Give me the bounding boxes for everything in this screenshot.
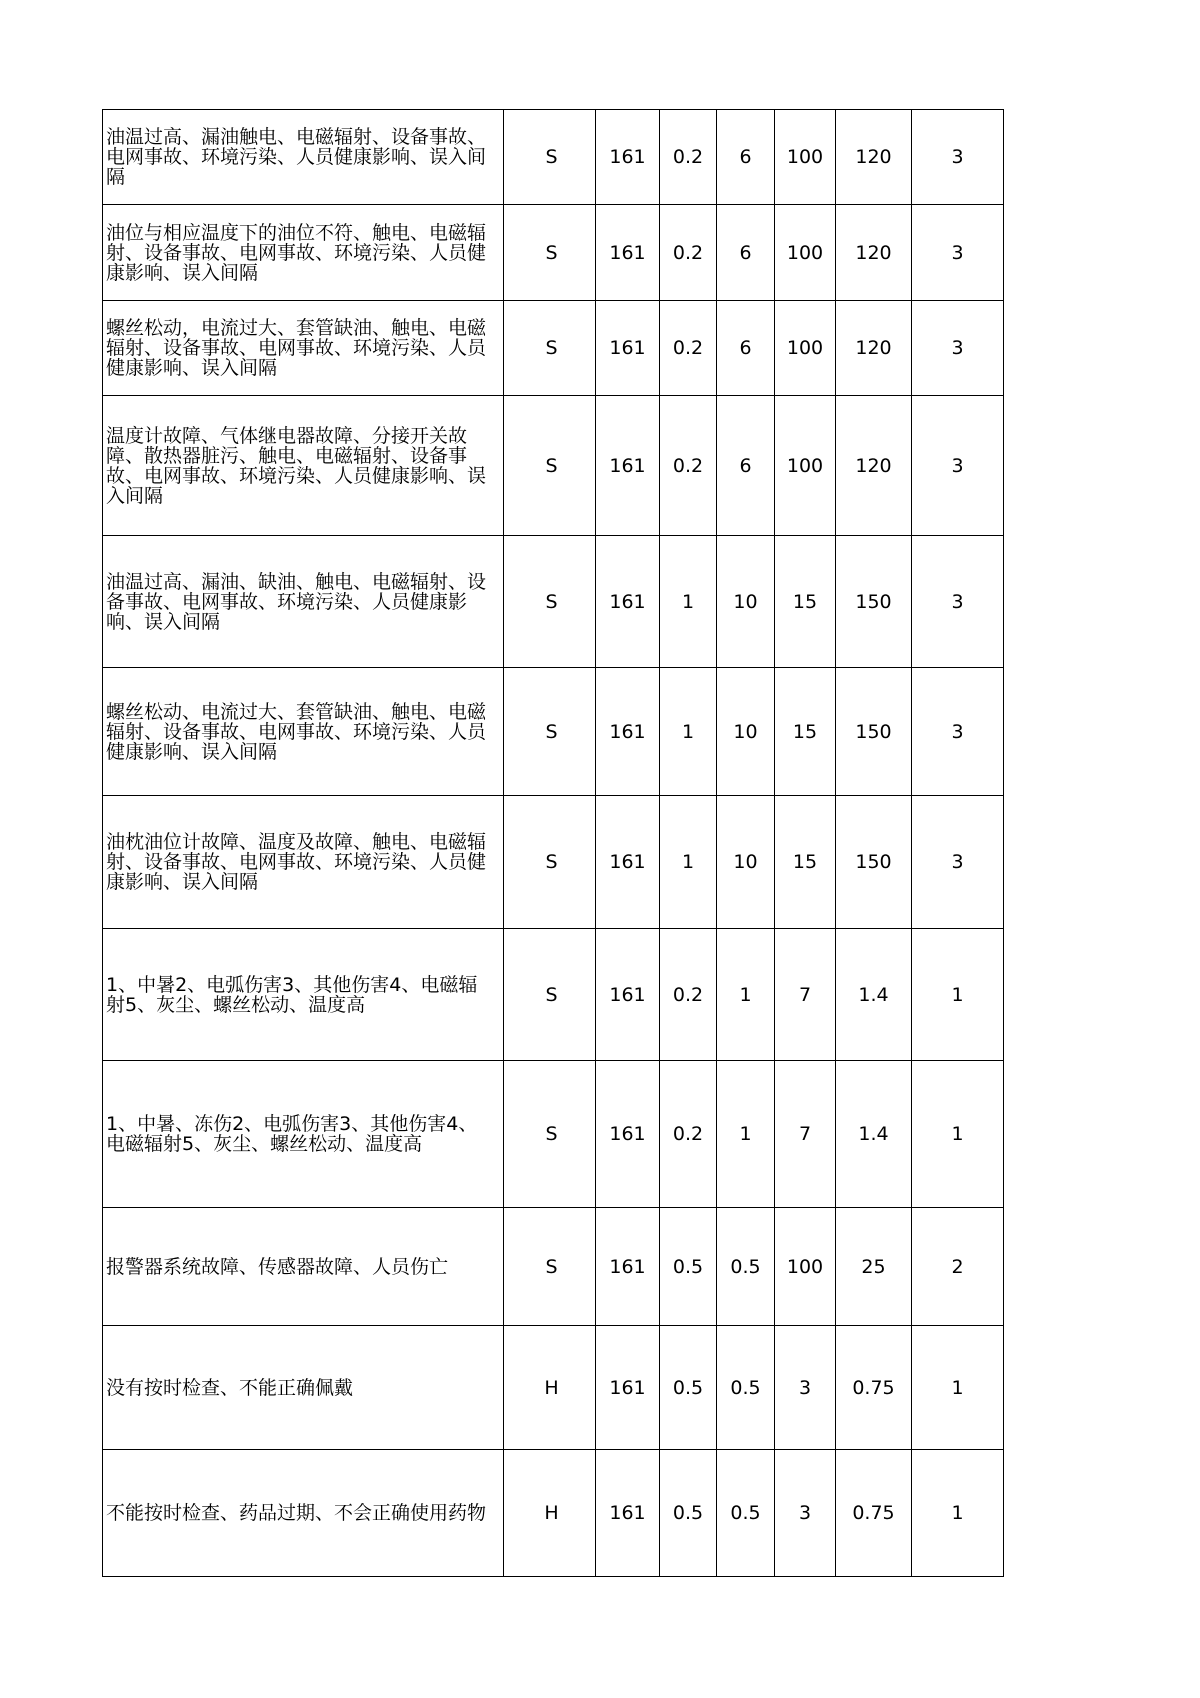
hazard-cell: 1、中暑2、电弧伤害3、其他伤害4、电磁辐射5、灰尘、螺丝松动、温度高 xyxy=(103,929,504,1061)
d-cell: 150 xyxy=(836,668,912,796)
hazard-cell: 1、中暑、冻伤2、电弧伤害3、其他伤害4、电磁辐射5、灰尘、螺丝松动、温度高 xyxy=(103,1061,504,1208)
level-cell: 3 xyxy=(912,536,1004,668)
code-cell: 161 xyxy=(596,1326,660,1450)
table-row xyxy=(103,205,1004,301)
table-row xyxy=(103,110,1004,205)
level-cell: 3 xyxy=(912,396,1004,536)
table-row xyxy=(103,1061,1004,1208)
l-cell: 0.2 xyxy=(660,205,717,301)
level-cell: 3 xyxy=(912,668,1004,796)
level-cell: 1 xyxy=(912,1326,1004,1450)
e-cell: 0.5 xyxy=(717,1450,775,1577)
hazard-cell: 螺丝松动，电流过大、套管缺油、触电、电磁辐射、设备事故、电网事故、环境污染、人员健康影响、误入间隔 xyxy=(103,301,504,396)
table-row xyxy=(103,301,1004,396)
risk-assessment-table xyxy=(102,109,1004,1577)
d-cell: 25 xyxy=(836,1208,912,1326)
code-cell: 161 xyxy=(596,668,660,796)
code-cell: 161 xyxy=(596,1208,660,1326)
d-cell: 1.4 xyxy=(836,1061,912,1208)
l-cell: 0.2 xyxy=(660,929,717,1061)
table-row xyxy=(103,536,1004,668)
l-cell: 0.2 xyxy=(660,396,717,536)
d-cell: 150 xyxy=(836,796,912,929)
type-cell: S xyxy=(504,929,596,1061)
code-cell: 161 xyxy=(596,205,660,301)
level-cell: 3 xyxy=(912,110,1004,205)
hazard-cell: 油枕油位计故障、温度及故障、触电、电磁辐射、设备事故、电网事故、环境污染、人员健康影响、误入间隔 xyxy=(103,796,504,929)
type-cell: S xyxy=(504,205,596,301)
e-cell: 6 xyxy=(717,301,775,396)
hazard-cell: 螺丝松动、电流过大、套管缺油、触电、电磁辐射、设备事故、电网事故、环境污染、人员健康影响、误入间隔 xyxy=(103,668,504,796)
d-cell: 0.75 xyxy=(836,1450,912,1577)
c-cell: 100 xyxy=(775,1208,836,1326)
hazard-cell: 温度计故障、气体继电器故障、分接开关故障、散热器脏污、触电、电磁辐射、设备事故、电网事故、环境污染、人员健康影响、误入间隔 xyxy=(103,396,504,536)
type-cell: S xyxy=(504,396,596,536)
l-cell: 0.5 xyxy=(660,1208,717,1326)
code-cell: 161 xyxy=(596,396,660,536)
e-cell: 10 xyxy=(717,536,775,668)
type-cell: S xyxy=(504,1061,596,1208)
hazard-cell: 没有按时检查、不能正确佩戴 xyxy=(103,1326,504,1450)
e-cell: 1 xyxy=(717,929,775,1061)
d-cell: 120 xyxy=(836,301,912,396)
code-cell: 161 xyxy=(596,1450,660,1577)
type-cell: H xyxy=(504,1326,596,1450)
table-row xyxy=(103,796,1004,929)
table-body xyxy=(103,110,1004,1577)
hazard-cell: 油位与相应温度下的油位不符、触电、电磁辐射、设备事故、电网事故、环境污染、人员健康影响、误入间隔 xyxy=(103,205,504,301)
type-cell: S xyxy=(504,796,596,929)
c-cell: 15 xyxy=(775,796,836,929)
d-cell: 120 xyxy=(836,205,912,301)
d-cell: 1.4 xyxy=(836,929,912,1061)
hazard-cell: 不能按时检查、药品过期、不会正确使用药物 xyxy=(103,1450,504,1577)
code-cell: 161 xyxy=(596,929,660,1061)
d-cell: 120 xyxy=(836,110,912,205)
type-cell: S xyxy=(504,1208,596,1326)
code-cell: 161 xyxy=(596,1061,660,1208)
type-cell: H xyxy=(504,1450,596,1577)
l-cell: 1 xyxy=(660,668,717,796)
l-cell: 1 xyxy=(660,796,717,929)
table-row xyxy=(103,1326,1004,1450)
table-row xyxy=(103,1208,1004,1326)
c-cell: 15 xyxy=(775,668,836,796)
c-cell: 100 xyxy=(775,205,836,301)
e-cell: 6 xyxy=(717,205,775,301)
type-cell: S xyxy=(504,536,596,668)
level-cell: 2 xyxy=(912,1208,1004,1326)
l-cell: 0.2 xyxy=(660,1061,717,1208)
c-cell: 3 xyxy=(775,1450,836,1577)
e-cell: 10 xyxy=(717,796,775,929)
e-cell: 6 xyxy=(717,396,775,536)
table-row xyxy=(103,668,1004,796)
hazard-cell: 油温过高、漏油触电、电磁辐射、设备事故、电网事故、环境污染、人员健康影响、误入间隔 xyxy=(103,110,504,205)
code-cell: 161 xyxy=(596,110,660,205)
table-row xyxy=(103,929,1004,1061)
c-cell: 100 xyxy=(775,396,836,536)
type-cell: S xyxy=(504,668,596,796)
level-cell: 1 xyxy=(912,1061,1004,1208)
code-cell: 161 xyxy=(596,536,660,668)
hazard-cell: 报警器系统故障、传感器故障、人员伤亡 xyxy=(103,1208,504,1326)
level-cell: 3 xyxy=(912,301,1004,396)
hazard-cell: 油温过高、漏油、缺油、触电、电磁辐射、设备事故、电网事故、环境污染、人员健康影响、误入间隔 xyxy=(103,536,504,668)
c-cell: 100 xyxy=(775,110,836,205)
level-cell: 3 xyxy=(912,796,1004,929)
table-row xyxy=(103,396,1004,536)
type-cell: S xyxy=(504,301,596,396)
e-cell: 0.5 xyxy=(717,1326,775,1450)
l-cell: 0.2 xyxy=(660,301,717,396)
level-cell: 1 xyxy=(912,1450,1004,1577)
c-cell: 15 xyxy=(775,536,836,668)
e-cell: 0.5 xyxy=(717,1208,775,1326)
type-cell: S xyxy=(504,110,596,205)
level-cell: 1 xyxy=(912,929,1004,1061)
l-cell: 1 xyxy=(660,536,717,668)
d-cell: 0.75 xyxy=(836,1326,912,1450)
c-cell: 7 xyxy=(775,929,836,1061)
d-cell: 150 xyxy=(836,536,912,668)
e-cell: 1 xyxy=(717,1061,775,1208)
c-cell: 3 xyxy=(775,1326,836,1450)
l-cell: 0.5 xyxy=(660,1326,717,1450)
c-cell: 100 xyxy=(775,301,836,396)
code-cell: 161 xyxy=(596,301,660,396)
level-cell: 3 xyxy=(912,205,1004,301)
l-cell: 0.5 xyxy=(660,1450,717,1577)
e-cell: 6 xyxy=(717,110,775,205)
l-cell: 0.2 xyxy=(660,110,717,205)
table-row xyxy=(103,1450,1004,1577)
c-cell: 7 xyxy=(775,1061,836,1208)
e-cell: 10 xyxy=(717,668,775,796)
code-cell: 161 xyxy=(596,796,660,929)
d-cell: 120 xyxy=(836,396,912,536)
